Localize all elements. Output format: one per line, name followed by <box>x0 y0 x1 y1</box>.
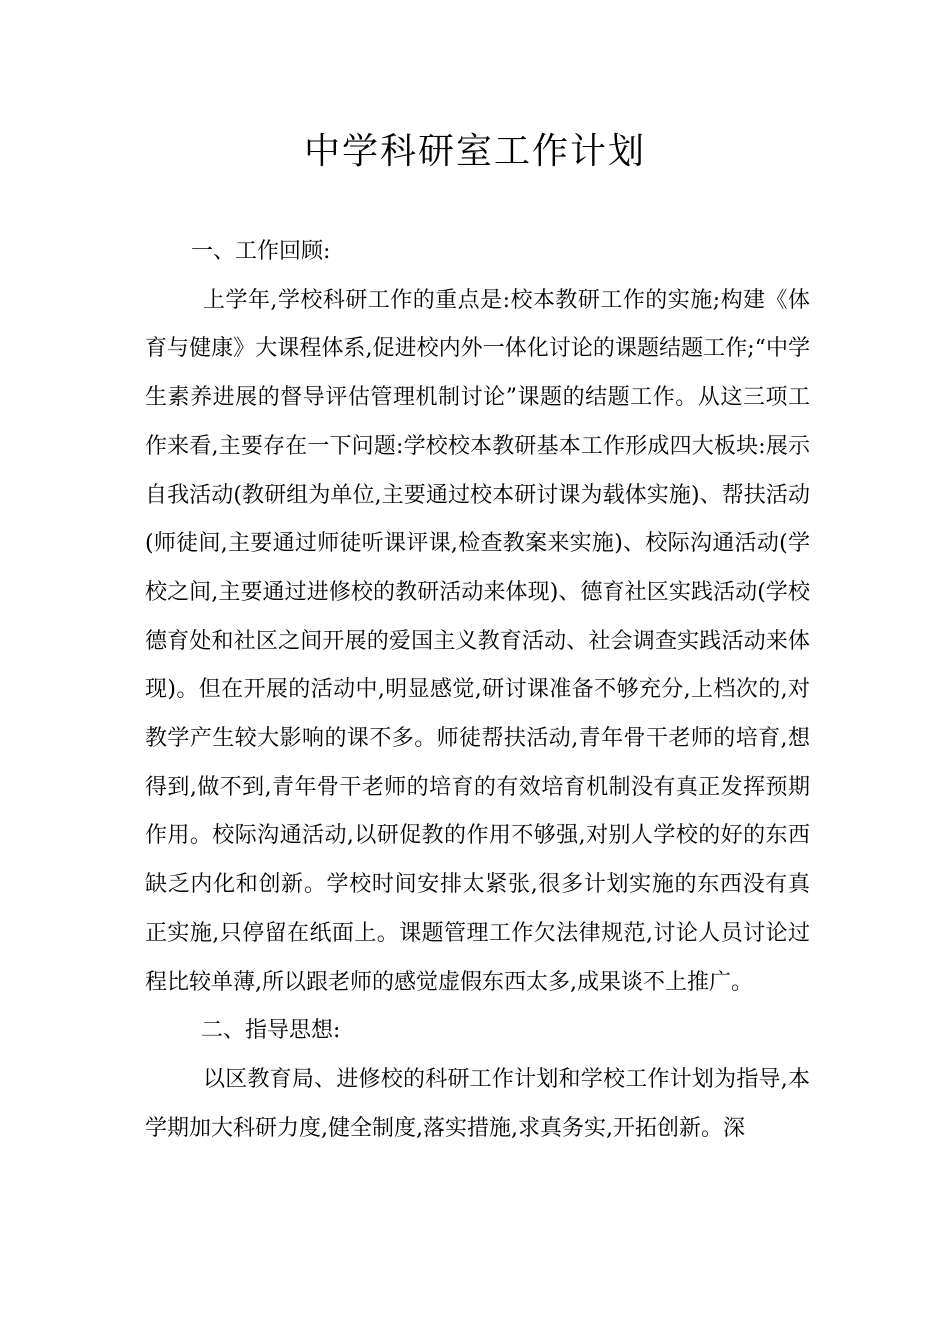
section-heading-review: 一、工作回顾: <box>191 239 331 264</box>
section-heading-guiding-thought: 二、指导思想: <box>201 1018 341 1044</box>
document-body <box>145 228 810 1153</box>
paragraph-review: 上学年,学校科研工作的重点是:校本教研工作的实施;构建《体育与健康》大课程体系,促进校内外一体化讨论的课题结题工作;“中学生素养进展的督导评估管理机制讨论”课题的结题工作。从这三项工作来看,主要存在一下问题:学校校本教研基本工作形成四大板块:展示自我活动(教研组为单位,主要通过校本研讨课为载体实施)、帮扶活动(师徒间,主要通过师徒听课评课,检查教案来实施)、校际沟通活动(学校之间,主要通过进修校的教研活动来体现)、德育社区实践活动(学校德育处和社区之间开展的爱国主义教育活动、社会调查实践活动来体现)。但在开展的活动中,明显感觉,研讨课准备不够充分,上档次的,对教学产生较大影响的课不多。师徒帮扶活动,青年骨干老师的培育,想得到,做不到,青年骨干老师的培育的有效培育机制没有真正发挥预期作用。校际沟通活动,以研促教的作用不够强,对别人学校的好的东西缺乏内化和创新。学校时间安排太紧张,很多计划实施的东西没有真正实施,只停留在纸面上。课题管理工作欠法律规范,讨论人员讨论过程比较单薄,所以跟老师的感觉虚假东西太多,成果谈不上推广。 <box>145 287 810 995</box>
paragraph-guiding-thought: 以区教育局、进修校的科研工作计划和学校工作计划为指导,本学期加大科研力度,健全制度,落实措施,求真务实,开拓创新。深 <box>145 1066 810 1141</box>
document-title: 中学科研室工作计划 <box>303 131 646 172</box>
